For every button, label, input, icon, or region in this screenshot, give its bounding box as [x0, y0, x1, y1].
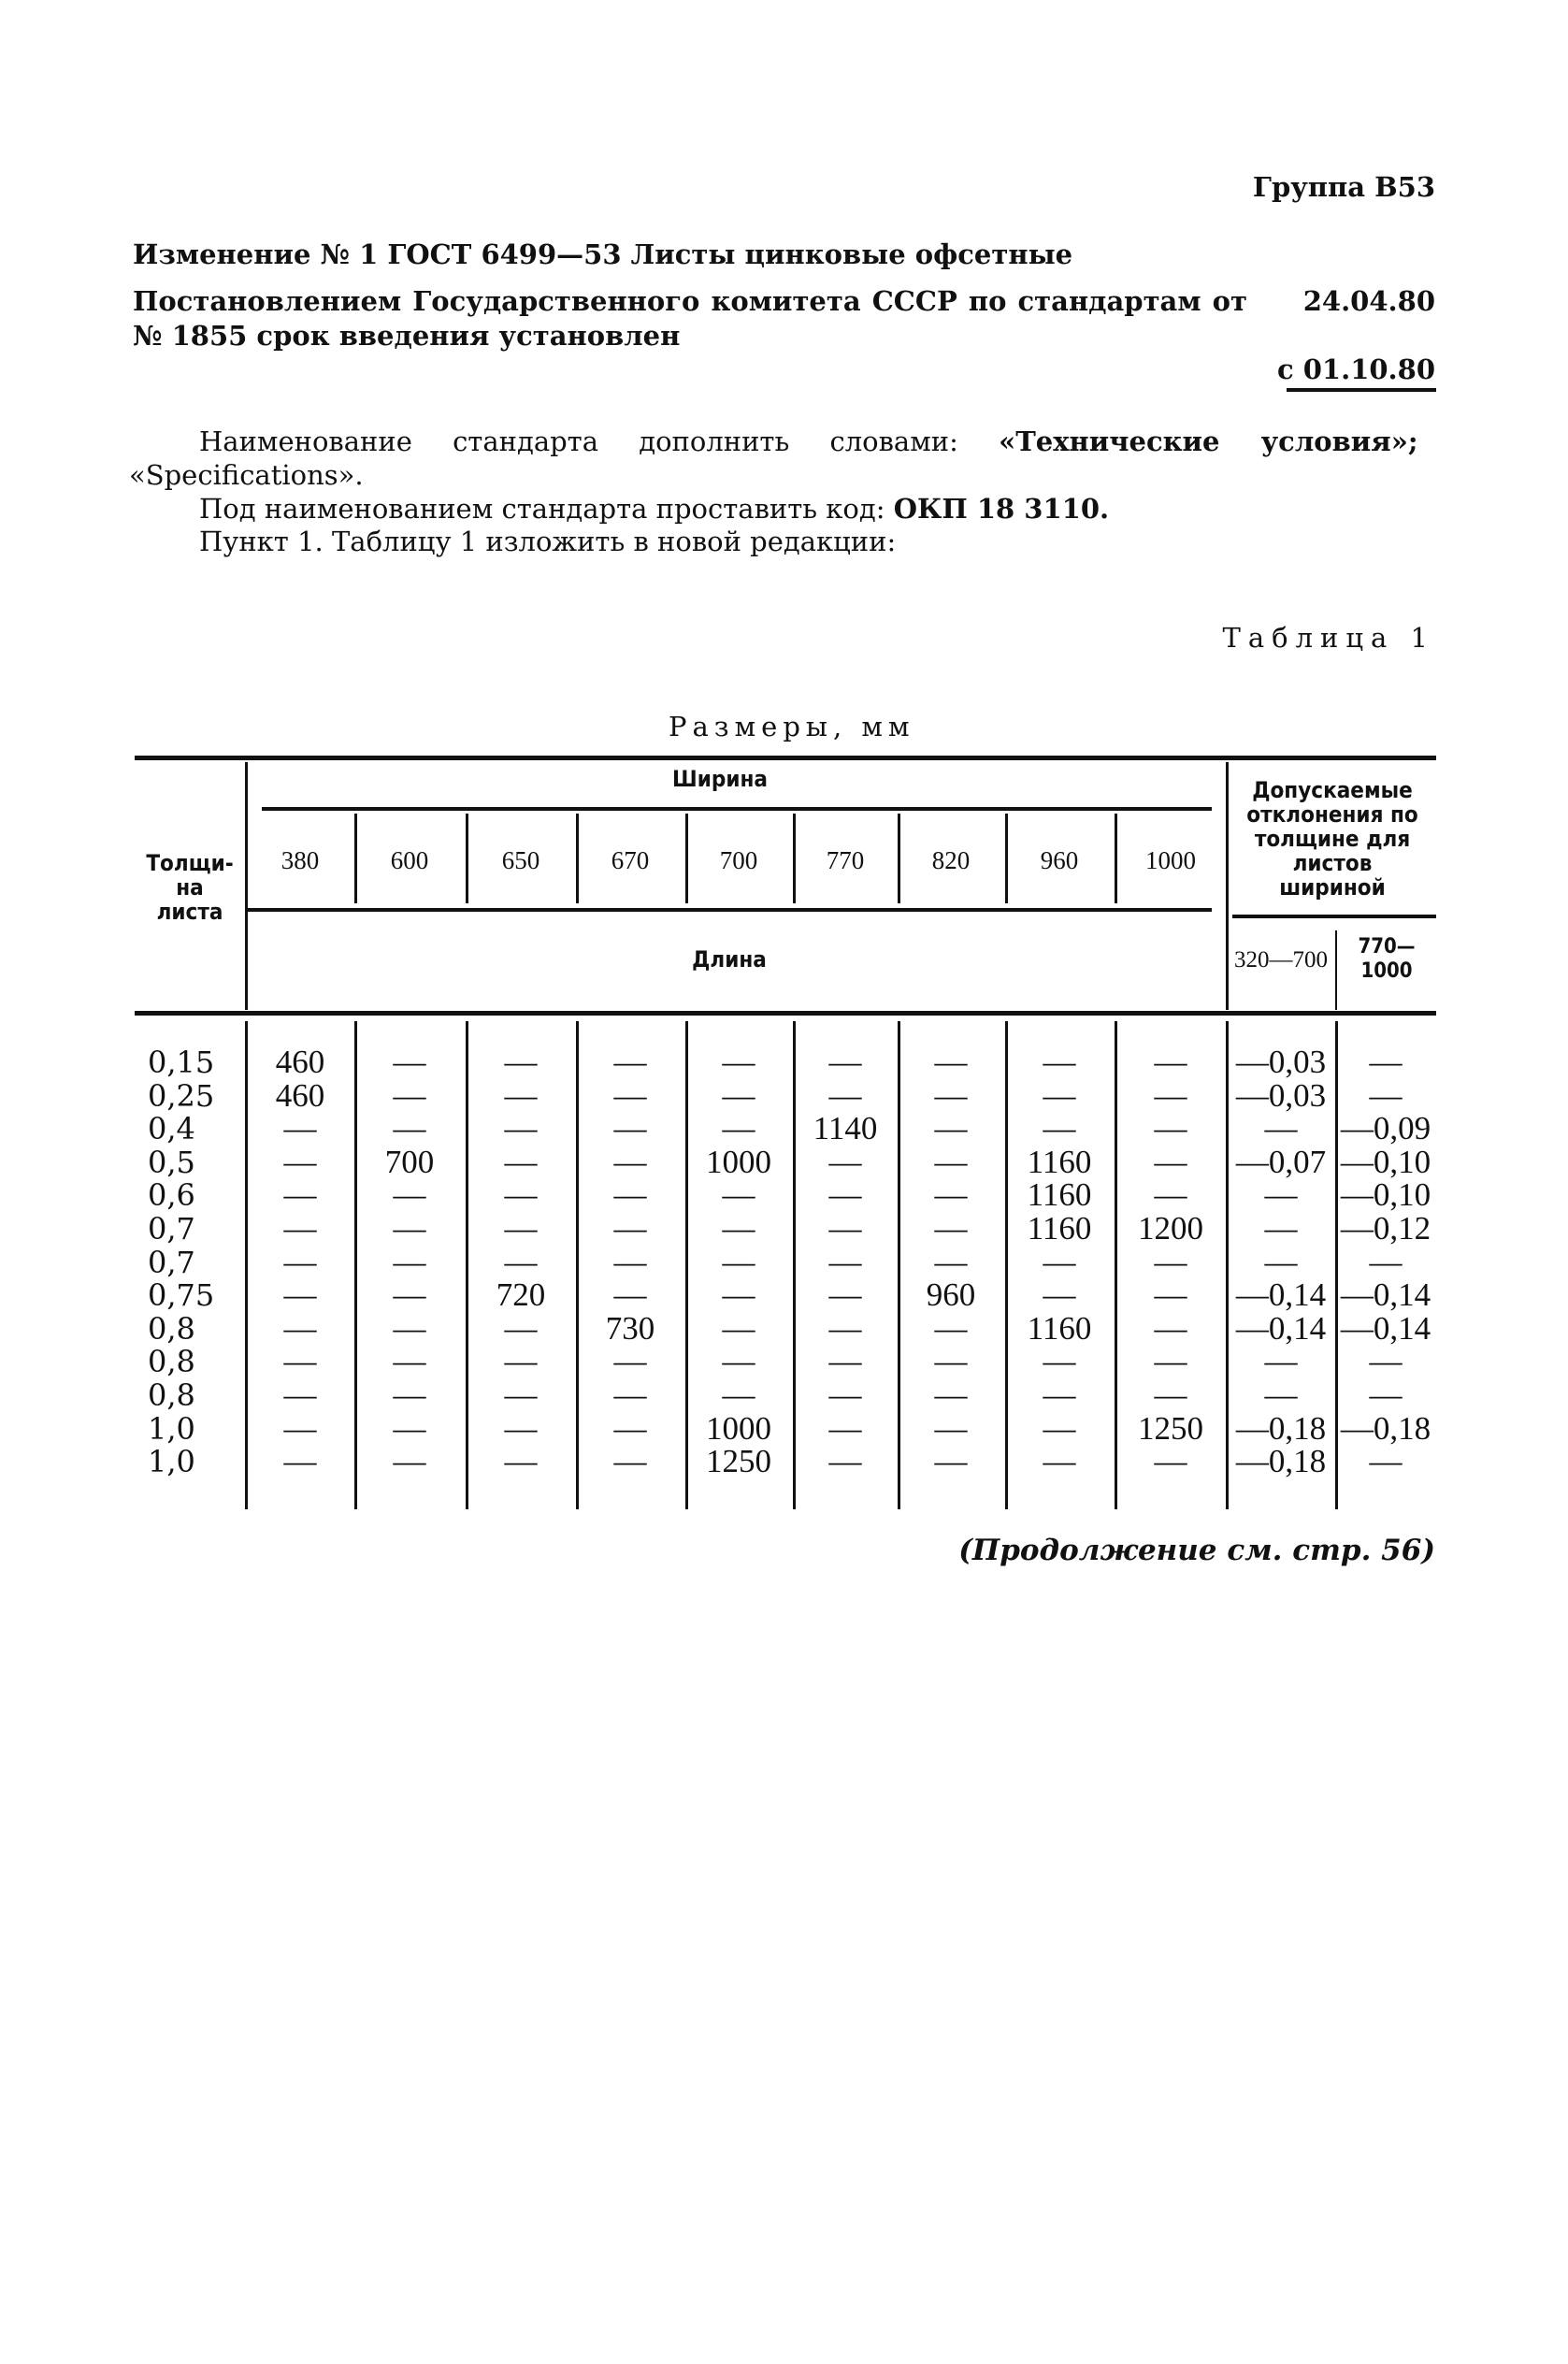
length-cell: —: [393, 1377, 426, 1413]
tolerance-range-rule: [1232, 915, 1436, 918]
paragraph-1-cont: «Specifications».: [129, 459, 364, 491]
length-cell: —: [1154, 1343, 1187, 1380]
tolerance-cell: —0,14: [1340, 1276, 1431, 1314]
length-cell: —: [393, 1309, 426, 1347]
length-cell: —: [828, 1309, 862, 1347]
length-cell: —: [1043, 1343, 1076, 1380]
length-cell: 1160: [1027, 1309, 1092, 1347]
length-cell: —: [393, 1044, 426, 1080]
tolerance-cell: —: [1369, 1343, 1403, 1380]
tolerance-cell: —0,07: [1235, 1143, 1327, 1180]
length-cell: —: [1154, 1110, 1187, 1147]
paragraph-3: Пункт 1. Таблицу 1 изложить в новой редакции:: [199, 526, 897, 557]
thickness-header-line: Толщи-: [146, 850, 234, 876]
length-cell: 1140: [813, 1110, 878, 1147]
length-cell: —: [934, 1343, 968, 1380]
length-cell: —: [613, 1176, 647, 1214]
decree-line-1: Постановлением Государственного комитета СССР по стандартам от: [133, 285, 1247, 317]
tolerance-cell: —0,18: [1235, 1443, 1327, 1480]
length-cell: —: [613, 1243, 647, 1280]
tolerance-range-wide: [1358, 935, 1415, 984]
tolerance-cell: —: [1264, 1176, 1298, 1214]
thickness-cell: 0,4: [148, 1111, 195, 1147]
length-cell: —: [283, 1409, 317, 1447]
length-cell: —: [393, 1110, 426, 1147]
length-cell: —: [1043, 1377, 1076, 1413]
length-cell: —: [828, 1276, 862, 1314]
length-cell: —: [934, 1044, 968, 1080]
paragraph-1-text: Наименование стандарта дополнить словами:: [199, 425, 1000, 457]
length-cell: 700: [384, 1143, 435, 1180]
length-cell: —: [283, 1143, 317, 1180]
length-cell: —: [1154, 1276, 1187, 1314]
amendment-title: Изменение № 1 ГОСТ 6499—53 Листы цинковые офсетные: [133, 238, 1073, 270]
tolerance-range-line: 1000: [1360, 959, 1413, 983]
width-value: 1000: [1145, 846, 1196, 874]
width-value: 380: [281, 846, 320, 874]
length-cell: —: [613, 1443, 647, 1480]
width-value: 700: [719, 846, 758, 874]
tolerance-cell: —0,18: [1235, 1409, 1327, 1447]
length-cell: —: [722, 1343, 755, 1380]
length-cell: —: [828, 1210, 862, 1247]
length-cell: —: [828, 1044, 862, 1080]
thickness-cell: 0,75: [148, 1277, 215, 1314]
table-caption: Размеры, мм: [669, 711, 915, 742]
length-cell: —: [828, 1443, 862, 1480]
table-top-rule: [135, 756, 1436, 760]
length-cell: —: [283, 1276, 317, 1314]
length-cell: 1200: [1138, 1210, 1203, 1247]
tolerance-header-line: толщине для: [1254, 826, 1411, 852]
length-cell: —: [828, 1409, 862, 1447]
length-cell: —: [1043, 1044, 1076, 1080]
length-cell: —: [1154, 1044, 1187, 1080]
body-column-divider: [576, 1021, 579, 1509]
length-cell: —: [828, 1377, 862, 1413]
length-cell: —: [1043, 1409, 1076, 1447]
paragraph-1: [199, 425, 1418, 457]
body-column-divider: [354, 1021, 357, 1509]
length-cell: —: [1043, 1076, 1076, 1114]
tolerance-cell: —0,18: [1340, 1409, 1431, 1447]
length-cell: 960: [926, 1276, 976, 1314]
length-cell: —: [828, 1143, 862, 1180]
length-cell: —: [934, 1143, 968, 1180]
length-cell: 460: [275, 1044, 325, 1080]
width-header-rule: [262, 807, 1212, 811]
length-cell: 1160: [1027, 1210, 1092, 1247]
decree-date: 24.04.80: [1302, 285, 1435, 317]
width-value: 650: [501, 846, 540, 874]
length-cell: —: [722, 1243, 755, 1280]
tolerance-cell: —0,14: [1235, 1276, 1327, 1314]
length-cell: —: [934, 1176, 968, 1214]
length-cell: 1000: [706, 1409, 771, 1447]
length-cell: —: [504, 1143, 538, 1180]
length-cell: —: [934, 1210, 968, 1247]
width-column-divider: [793, 814, 796, 903]
length-header-rule: [247, 908, 1212, 912]
effective-date-underline: [1287, 388, 1436, 392]
tolerance-cell: —: [1264, 1343, 1298, 1380]
paragraph-2: [199, 493, 1109, 525]
length-cell: —: [393, 1076, 426, 1114]
body-column-divider: [1005, 1021, 1008, 1509]
width-value: 960: [1040, 846, 1079, 874]
thickness-cell: 0,7: [148, 1244, 195, 1280]
length-cell: —: [828, 1176, 862, 1214]
thickness-header-line: листа: [156, 899, 223, 925]
length-cell: —: [934, 1243, 968, 1280]
tolerance-header-line: Допускаемые: [1252, 777, 1413, 803]
length-cell: —: [504, 1377, 538, 1413]
length-cell: —: [504, 1110, 538, 1147]
length-cell: —: [722, 1176, 755, 1214]
length-cell: —: [934, 1309, 968, 1347]
continuation-note: (Продолжение см. стр. 56): [958, 1534, 1435, 1567]
length-cell: —: [1154, 1076, 1187, 1114]
length-cell: —: [722, 1210, 755, 1247]
length-cell: —: [828, 1343, 862, 1380]
tolerance-cell: —0,03: [1235, 1044, 1327, 1080]
tolerance-cell: —: [1369, 1377, 1403, 1413]
length-cell: —: [504, 1343, 538, 1380]
tolerance-header: [1229, 778, 1436, 900]
length-cell: —: [722, 1309, 755, 1347]
paragraph-1-quote: «Технические условия»;: [999, 425, 1418, 457]
length-cell: 1250: [706, 1443, 771, 1480]
length-cell: —: [393, 1176, 426, 1214]
thickness-cell: 0,25: [148, 1077, 215, 1114]
decree-line-2: № 1855 срок введения установлен: [133, 320, 681, 352]
width-column-divider: [576, 814, 579, 903]
width-header: Ширина: [672, 766, 768, 792]
length-cell: —: [1154, 1243, 1187, 1280]
length-cell: —: [934, 1443, 968, 1480]
table-label: Таблица 1: [1222, 622, 1435, 654]
length-cell: —: [722, 1110, 755, 1147]
tolerance-header-line: отклонения по: [1246, 801, 1418, 828]
length-cell: —: [504, 1076, 538, 1114]
length-cell: —: [1154, 1377, 1187, 1413]
body-column-divider: [466, 1021, 468, 1509]
table-header-bottom-rule: [135, 1011, 1436, 1016]
length-cell: —: [504, 1243, 538, 1280]
tolerance-cell: —: [1264, 1110, 1298, 1147]
body-column-divider: [898, 1021, 900, 1509]
paragraph-2-text: Под наименованием стандарта проставить код:: [199, 493, 894, 525]
length-cell: —: [504, 1443, 538, 1480]
length-cell: —: [722, 1276, 755, 1314]
length-cell: —: [283, 1243, 317, 1280]
length-cell: 1250: [1138, 1409, 1203, 1447]
width-column-divider: [466, 814, 468, 903]
tolerance-cell: —0,14: [1340, 1309, 1431, 1347]
length-cell: —: [1043, 1276, 1076, 1314]
length-cell: —: [828, 1076, 862, 1114]
thickness-cell: 0,15: [148, 1045, 215, 1080]
length-cell: 1160: [1027, 1143, 1092, 1180]
length-cell: —: [828, 1243, 862, 1280]
tolerance-range-narrow: 320—700: [1234, 947, 1328, 973]
thickness-header-line: на: [176, 874, 204, 901]
length-cell: —: [393, 1243, 426, 1280]
length-cell: 460: [275, 1076, 325, 1114]
length-cell: —: [283, 1443, 317, 1480]
length-cell: —: [283, 1309, 317, 1347]
effective-date: с 01.10.80: [1276, 353, 1435, 385]
thickness-cell: 0,8: [148, 1344, 195, 1380]
body-column-divider: [1226, 1021, 1229, 1509]
thickness-header: [135, 851, 245, 924]
length-cell: 1000: [706, 1143, 771, 1180]
length-cell: 720: [496, 1276, 546, 1314]
length-cell: —: [934, 1110, 968, 1147]
tolerance-cell: —0,09: [1340, 1110, 1431, 1147]
length-cell: 730: [605, 1309, 655, 1347]
length-cell: —: [283, 1176, 317, 1214]
thickness-cell: 1,0: [148, 1410, 195, 1447]
length-cell: —: [393, 1409, 426, 1447]
tolerance-cell: —0,12: [1340, 1210, 1431, 1247]
length-cell: —: [934, 1076, 968, 1114]
body-column-divider: [685, 1021, 688, 1509]
thickness-cell: 0,8: [148, 1377, 195, 1413]
length-cell: —: [1043, 1243, 1076, 1280]
width-column-divider: [898, 814, 900, 903]
body-column-divider: [1335, 1021, 1338, 1509]
length-cell: —: [613, 1044, 647, 1080]
thickness-cell: 0,8: [148, 1310, 195, 1347]
length-cell: —: [1154, 1143, 1187, 1180]
length-cell: —: [504, 1309, 538, 1347]
length-cell: 1160: [1027, 1176, 1092, 1214]
thickness-divider: [245, 762, 248, 1010]
length-cell: —: [613, 1110, 647, 1147]
length-cell: —: [283, 1110, 317, 1147]
body-column-divider: [245, 1021, 248, 1509]
tolerance-range-line: 770—: [1358, 935, 1416, 959]
length-cell: —: [613, 1377, 647, 1413]
length-cell: —: [613, 1076, 647, 1114]
tolerance-cell: —0,03: [1235, 1076, 1327, 1114]
length-cell: —: [1154, 1309, 1187, 1347]
thickness-cell: 1,0: [148, 1444, 195, 1480]
tolerance-cell: —: [1369, 1076, 1403, 1114]
tolerance-cell: —0,10: [1340, 1143, 1431, 1180]
width-column-divider: [354, 814, 357, 903]
length-cell: —: [613, 1409, 647, 1447]
body-column-divider: [793, 1021, 796, 1509]
length-cell: —: [934, 1409, 968, 1447]
length-cell: —: [613, 1143, 647, 1180]
width-column-divider: [1115, 814, 1117, 903]
tolerance-cell: —: [1264, 1377, 1298, 1413]
tolerance-range-divider: [1335, 930, 1337, 1010]
okp-code: ОКП 18 3110.: [893, 493, 1110, 525]
width-column-divider: [1005, 814, 1008, 903]
length-cell: —: [283, 1210, 317, 1247]
length-cell: —: [283, 1377, 317, 1413]
length-cell: —: [393, 1443, 426, 1480]
length-cell: —: [1154, 1176, 1187, 1214]
length-cell: —: [722, 1377, 755, 1413]
length-cell: —: [934, 1377, 968, 1413]
tolerance-header-line: шириной: [1279, 874, 1386, 901]
length-cell: —: [1154, 1443, 1187, 1480]
width-value: 600: [390, 846, 429, 874]
thickness-cell: 0,5: [148, 1144, 195, 1180]
length-cell: —: [393, 1343, 426, 1380]
width-value: 770: [826, 846, 865, 874]
length-cell: —: [504, 1044, 538, 1080]
tolerance-cell: —: [1369, 1443, 1403, 1480]
length-cell: —: [613, 1276, 647, 1314]
length-cell: —: [504, 1176, 538, 1214]
tolerance-cell: —: [1369, 1243, 1403, 1280]
length-cell: —: [393, 1210, 426, 1247]
length-cell: —: [504, 1210, 538, 1247]
tolerance-cell: —: [1264, 1243, 1298, 1280]
tolerance-header-line: листов: [1292, 850, 1373, 876]
length-cell: —: [283, 1343, 317, 1380]
tolerance-cell: —0,10: [1340, 1176, 1431, 1214]
length-header: Длина: [692, 946, 767, 973]
length-cell: —: [613, 1343, 647, 1380]
tolerance-cell: —: [1369, 1044, 1403, 1080]
width-column-divider: [685, 814, 688, 903]
length-cell: —: [722, 1044, 755, 1080]
tolerance-cell: —0,14: [1235, 1309, 1327, 1347]
thickness-cell: 0,7: [148, 1211, 195, 1247]
length-cell: —: [613, 1210, 647, 1247]
width-value: 820: [931, 846, 971, 874]
width-value: 670: [611, 846, 650, 874]
body-column-divider: [1115, 1021, 1117, 1509]
group-code: Группа В53: [1252, 171, 1435, 203]
length-cell: —: [504, 1409, 538, 1447]
length-cell: —: [722, 1076, 755, 1114]
length-cell: —: [1043, 1443, 1076, 1480]
length-cell: —: [1043, 1110, 1076, 1147]
length-cell: —: [393, 1276, 426, 1314]
thickness-cell: 0,6: [148, 1177, 195, 1214]
tolerance-cell: —: [1264, 1210, 1298, 1247]
